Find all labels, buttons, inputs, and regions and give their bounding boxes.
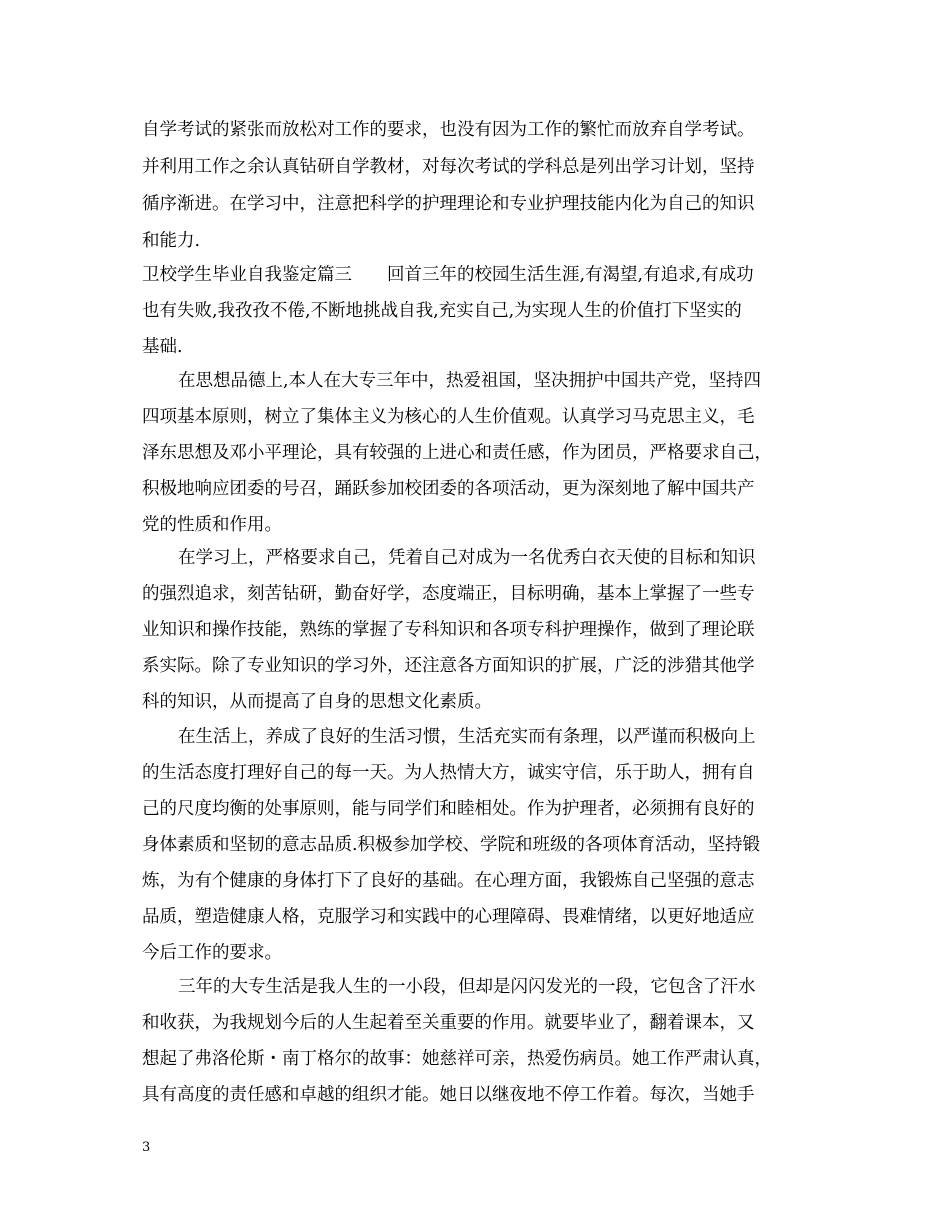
text-line: 炼，为有个健康的身体打下了良好的基础。在心理方面，我锻炼自己坚强的意志 [142,871,755,891]
text-line: 品质，塑造健康人格，克服学习和实践中的心理障碍、畏难情绪，以更好地适应 [142,907,755,927]
text-line: 系实际。除了专业知识的学习外，还注意各方面知识的扩展，广泛的涉猎其他学 [142,656,755,676]
page-number: 3 [142,1140,151,1155]
text-line: 业知识和操作技能，熟练的掌握了专科知识和各项专科护理操作，做到了理论联 [142,620,755,640]
text-line: 想起了弗洛伦斯・南丁格尔的故事：她慈祥可亲，热爱伤病员。她工作严肃认真， [142,1049,772,1069]
text-line: 和收获，为我规划今后的人生起着至关重要的作用。就要毕业了，翻着课本，又 [142,1013,755,1033]
text-line: 具有高度的责任感和卓越的组织才能。她日以继夜地不停工作着。每次，当她手 [142,1085,755,1105]
text-line: 党的性质和作用。 [142,515,282,535]
text-line: 今后工作的要求。 [142,943,282,963]
text-line: 的生活态度打理好自己的每一天。为人热情大方，诚实守信，乐于助人，拥有自 [142,763,755,783]
paragraph-first-line: 在生活上，养成了良好的生活习惯，生活充实而有条理，以严谨而积极向上 [178,727,756,747]
text-line: 和能力. [142,231,201,251]
text-line: 自学考试的紧张而放松对工作的要求，也没有因为工作的繁忙而放弃自学考试。 [142,120,755,140]
text-line: 科的知识，从而提高了自身的思想文化素质。 [142,692,492,712]
paragraph-first-line: 三年的大专生活是我人生的一小段，但却是闪闪发光的一段，它包含了汗水 [178,977,756,997]
text-line: 己的尺度均衡的处事原则，能与同学们和睦相处。作为护理者，必须拥有良好的 [142,799,755,819]
text-line: 的强烈追求，刻苦钻研，勤奋好学，态度端正，目标明确，基本上掌握了一些专 [142,584,755,604]
text-line: 并利用工作之余认真钻研自学教材，对每次考试的学科总是列出学习计划，坚持 [142,157,755,177]
text-line: 也有失败,我孜孜不倦,不断地挑战自我,充实自己,为实现人生的价值打下坚实的 [142,301,742,321]
paragraph-first-line: 在思想品德上,本人在大专三年中，热爱祖国，坚决拥护中国共产党，坚持四 [178,371,762,391]
text-line: 四项基本原则，树立了集体主义为核心的人生价值观。认真学习马克思主义，毛 [142,407,755,427]
text-line: 基础. [142,337,183,357]
text-line: 泽东思想及邓小平理论，具有较强的上进心和责任感，作为团员，严格要求自己， [142,443,772,463]
text-line: 卫校学生毕业自我鉴定篇三 回首三年的校园生活生涯,有渴望,有追求,有成功 [142,265,754,285]
text-line: 积极地响应团委的号召，踊跃参加校团委的各项活动，更为深刻地了解中国共产 [142,479,755,499]
text-line: 身体素质和坚韧的意志品质.积极参加学校、学院和班级的各项体育活动，坚持锻 [142,835,761,855]
paragraph-first-line: 在学习上，严格要求自己，凭着自己对成为一名优秀白衣天使的目标和知识 [178,548,756,568]
text-line: 循序渐进。在学习中，注意把科学的护理理论和专业护理技能内化为自己的知识 [142,194,755,214]
